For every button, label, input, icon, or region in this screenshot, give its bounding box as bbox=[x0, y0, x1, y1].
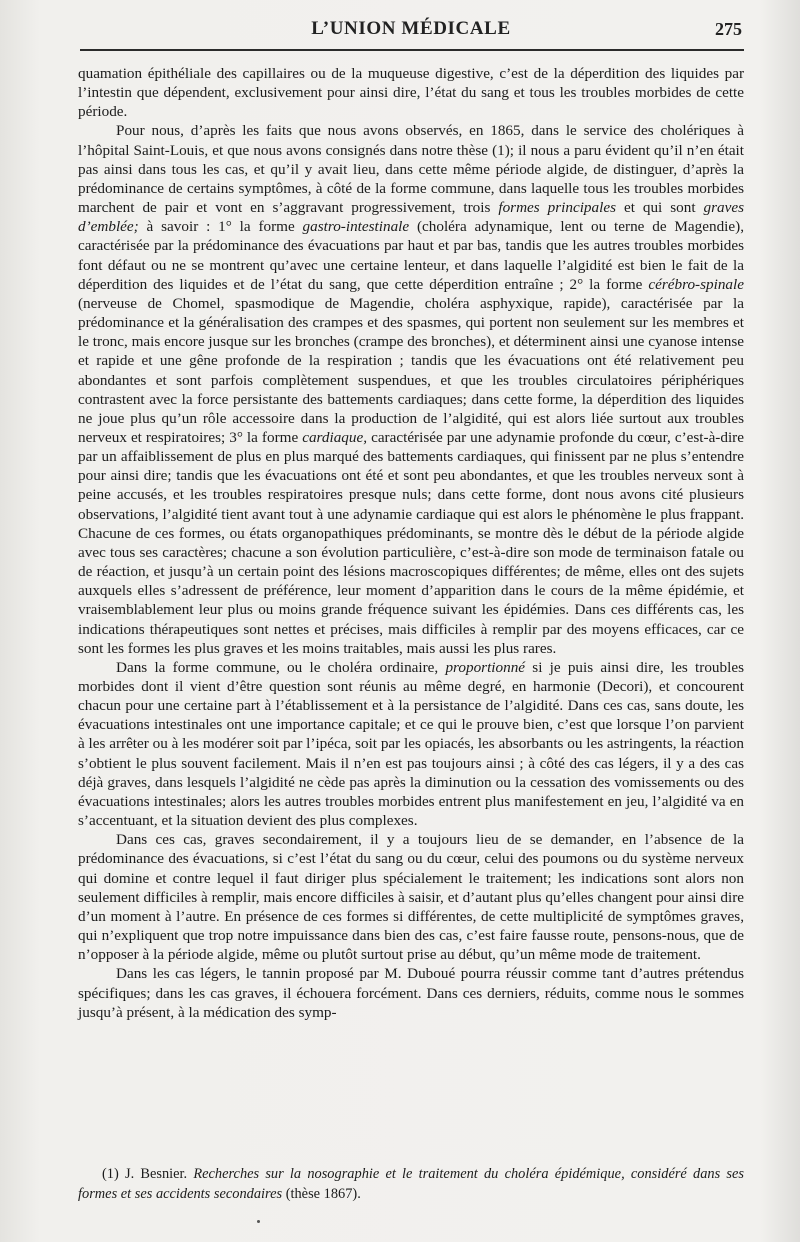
page-number: 275 bbox=[715, 19, 742, 39]
italic-term: proportionné bbox=[445, 658, 526, 676]
text-run: à savoir : 1° la forme bbox=[138, 218, 303, 236]
italic-term: graves d’emblée; bbox=[78, 199, 745, 236]
italic-term: gastro-intestinale bbox=[302, 218, 410, 236]
print-speck bbox=[257, 1220, 260, 1223]
italic-term: Recherches sur la nosographie et le traitement du choléra épidémique, considéré dans ses formes et ses accidents secondaires bbox=[78, 1166, 744, 1202]
text-run: (1) J. Besnier. bbox=[102, 1166, 194, 1182]
text-run: Dans la forme commune, ou le choléra ordinaire, bbox=[116, 658, 446, 676]
paragraph-common-form bbox=[78, 658, 744, 830]
text-run: (choléra adynamique, lent ou terne de Magendie), caractérisée par la prédominance des évacuations par haut et par bas, tandis que les autres troubles morbides font défaut ou ne se montrent qu’avec une certaine lenteur, et dans laquelle l’algidité est bien le fait de la déperdition des liquides et de l’état du sang, que cette déperdition entraîne ; 2° la forme bbox=[78, 218, 744, 293]
journal-title: L’UNION MÉDICALE bbox=[311, 18, 511, 39]
paragraph-clinical-forms bbox=[78, 121, 744, 657]
text-run: caractérisée par une adynamie profonde du cœur, c’est-à-dire par un affaiblissement de plus en plus marqué des battements cardiaques, qui finissent par ne plus s’entendre pour ainsi dire; tandis que les évacuations ont été et sont peu abondantes, et que les troubles nerveux sont à peine accusés, et les troubles respiratoires presque nuls; dans cette forme, dont nous avons cité plusieurs observations, l’algidité tient avant tout à une adynamie cardiaque qui est alors le phénomène le plus frappant. Chacune de ces formes, ou états organopathiques prédominants, se montre dès le début de la période algide avec tous ses caractères; chacune a son évolution particulière, c’est-à-dire son mode de terminaison fatale ou de réaction, et jusqu’à un certain point des lésions macroscopiques différentes; de même, elles ont des sujets auxquels elles s’adressent de préférence, leur moment d’apparition dans le cours de la même épidémie, et vraisemblablement leur plus ou moins grande fréquence suivant les épidémies. Dans ces différents cas, les indications thérapeutiques sont nettes et précises, mais difficiles à remplir par des moyens efficaces, car ce sont les formes les plus graves et les moins traitables, mais aussi les plus rares. bbox=[78, 428, 744, 657]
text-run: Dans les cas légers, le tannin proposé par M. Duboué pourra réussir comme tant d’autres prétendus spécifiques; dans les cas graves, il échouera forcément. Dans ces derniers, réduits, comme nous le sommes jusqu’à présent, à la médication des symp- bbox=[78, 965, 744, 1021]
italic-term: formes principales bbox=[498, 199, 616, 217]
text-run: (thèse 1867). bbox=[282, 1185, 361, 1202]
running-header bbox=[76, 16, 746, 46]
text-run: quamation épithéliale des capillaires ou de la muqueuse digestive, c’est de la déperdition des liquides par l’intestin que dépendent, exclusivement pour ainsi dire, l’état du sang et tous les troubles morbides de cette période. bbox=[78, 65, 744, 121]
italic-term: cardiaque, bbox=[302, 428, 368, 446]
article-body bbox=[78, 64, 744, 1022]
text-run: Pour nous, d’après les faits que nous avons observés, en 1865, dans le service des cholériques à l’hôpital Saint-Louis, et que nous avons consignés dans notre thèse (1); il nous a paru évident qu’il n’en était pas ainsi dans tous les cas, et qu’il y avait lieu, dans cette même période algide, de distinguer, d’après la prédominance de certains symptômes, à côté de la forme commune, dans laquelle tous les troubles morbides marchent de pair et vont en s’aggravant progressivement, trois bbox=[78, 122, 744, 217]
text-run: et qui sont bbox=[616, 199, 704, 217]
footnote-text bbox=[78, 1165, 744, 1204]
text-run: si je puis ainsi dire, les troubles morbides dont il vient d’être question sont réunis au même degré, en harmonie (Decori), et concourent chacun pour une certaine part à l’établissement et à la persistance de l’algidité. Dans ces cas, sans doute, les évacuations intestinales ont une importance capitale; et ce qui le prouve bien, c’est que lorsque l’on parvient à les arrêter ou à les modérer soit par l’ipéca, soit par les opiacés, les absorbants ou les astringents, la réaction s’obtient le plus souvent facilement. Mais il n’en est pas toujours ainsi ; à côté des cas légers, il y a des cas déjà graves, dans lesquels l’algidité ne cède pas après la diminution ou la cessation des vomissements ou des évacuations intestinales; alors les autres troubles morbides entrent plus manifestement en jeu, l’algidité va en s’accentuant, et la situation devient des plus complexes. bbox=[78, 658, 744, 830]
paragraph-continuation bbox=[78, 64, 744, 121]
paragraph-secondary-cases bbox=[78, 830, 744, 964]
text-run: Dans ces cas, graves secondairement, il y a toujours lieu de se demander, en l’absence de la prédominance des évacuations, si c’est l’état du sang ou du cœur, celui des poumons ou du système nerveux qui domine et contre lequel il faut diriger plus spécialement le traitement; les indications sont alors non seulement difficiles à remplir, mais encore difficiles à saisir, et d’autant plus qu’elles changent pour ainsi dire d’un moment à l’autre. En présence de ces formes si différentes, de cette multiplicité de symptômes graves, qui n’expliquent que trop notre impuissance dans bien des cas, c’est faire fausse route, pensons-nous, que de n’opposer à la période algide, même ou plutôt surtout prise au début, qu’un même mode de traitement. bbox=[78, 831, 744, 964]
paragraph-tannin bbox=[78, 964, 744, 1021]
header-rule bbox=[80, 49, 744, 51]
italic-term: cérébro-spinale bbox=[648, 275, 744, 293]
footnote bbox=[78, 1165, 744, 1204]
text-run: (nerveuse de Chomel, spasmodique de Magendie, choléra asphyxique, rapide), caractérisée par la prédominance et la généralisation des crampes et des spasmes, qui portent non seulement sur les membres et le tronc, mais encore jusque sur les bronches (crampe des bronches), et déterminent ainsi une cyanose intense et rapide et une gêne profonde de la respiration ; tandis que les évacuations ont été relativement peu abondantes et sont parfois complètement suspendues, et que les troubles circulatoires périphériques contrastent avec la force persistante des battements cardiaques; dans cette forme, la déperdition des liquides ne joue plus qu’un rôle accessoire dans la production de l’algidité, qui est alors liée surtout aux troubles nerveux et respiratoires; 3° la forme bbox=[78, 294, 744, 446]
